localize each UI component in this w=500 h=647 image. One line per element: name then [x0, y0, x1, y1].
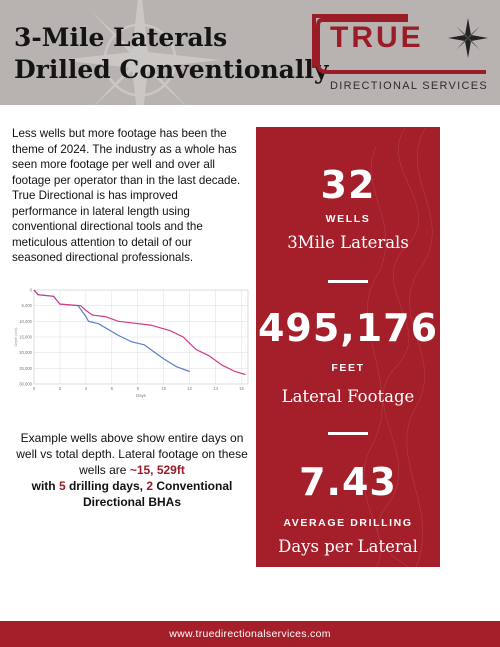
y-tick-label: 20,000: [19, 350, 32, 356]
page-title: [14, 22, 328, 86]
stat-wells-value: 32: [320, 163, 376, 207]
x-axis-label: Days: [136, 393, 146, 398]
stat-days-label: Days per Lateral: [278, 537, 418, 556]
y-tick-label: 10,000: [19, 318, 32, 324]
intro-paragraph: Less wells but more footage has been the theme of 2024. The industry as a whole has seen more footage per well and over all footage per operator than in the last decade. True Directional is has improved performance in lateral length using conventional directional tools and the meticulous attention to detail of our seasoned directional professionals.: [12, 127, 241, 264]
stat-wells-unit: WELLS: [325, 213, 371, 225]
caption-footage: ~15, 529ft: [129, 463, 185, 477]
caption-text-4: Conventional Directional BHAs: [82, 479, 233, 509]
stat-days-unit: AVERAGE DRILLING: [283, 517, 413, 529]
logo-wordmark: TRUE: [330, 21, 424, 54]
x-tick-label: 12: [187, 386, 192, 391]
stat-footage-unit: FEET: [331, 362, 365, 374]
caption-text-1: Example wells above show entire days on well vs total depth. Lateral footage on these wells are: [16, 431, 248, 477]
logo-tagline: DIRECTIONAL SERVICES: [330, 80, 489, 92]
x-tick-label: 16: [239, 386, 244, 391]
x-tick-label: 14: [213, 386, 218, 391]
x-tick-label: 2: [58, 386, 62, 391]
compass-star-icon: [448, 18, 488, 58]
y-tick-label: 30,000: [19, 381, 32, 387]
x-tick-label: 6: [110, 386, 113, 391]
stat-wells-label: 3Mile Laterals: [287, 233, 409, 252]
title-line-1: 3-Mile Laterals: [14, 23, 228, 52]
stat-days-value: 7.43: [299, 460, 397, 504]
x-tick-label: 8: [136, 386, 139, 391]
stat-footage-label: Lateral Footage: [281, 387, 415, 406]
company-logo: [300, 10, 496, 100]
y-tick-label: 0: [29, 287, 32, 293]
divider: [328, 432, 368, 435]
depth-vs-days-chart: [12, 282, 252, 400]
y-tick-label: 5,000: [21, 303, 32, 309]
divider: [328, 280, 368, 283]
footer-website-link[interactable]: www.truedirectionalservices.com: [169, 628, 331, 640]
y-tick-label: 25,000: [19, 365, 32, 371]
caption-text-2: with: [31, 479, 59, 493]
title-line-2: Drilled Conventionally: [14, 55, 329, 84]
x-tick-label: 0: [32, 386, 36, 391]
caption-text-3: drilling days,: [65, 479, 147, 493]
x-tick-label: 4: [84, 386, 88, 391]
footer: [0, 621, 500, 647]
caption-drilling-days: 5: [58, 479, 66, 493]
y-tick-label: 15,000: [19, 334, 32, 340]
header: [0, 0, 500, 105]
y-axis-label: Depth (unit): [14, 327, 18, 347]
caption-bha-count: 2: [146, 479, 154, 493]
chart-caption: [14, 430, 250, 510]
x-tick-label: 10: [161, 386, 167, 391]
stat-footage-value: 495,176: [257, 306, 439, 350]
stats-panel: [256, 127, 440, 567]
